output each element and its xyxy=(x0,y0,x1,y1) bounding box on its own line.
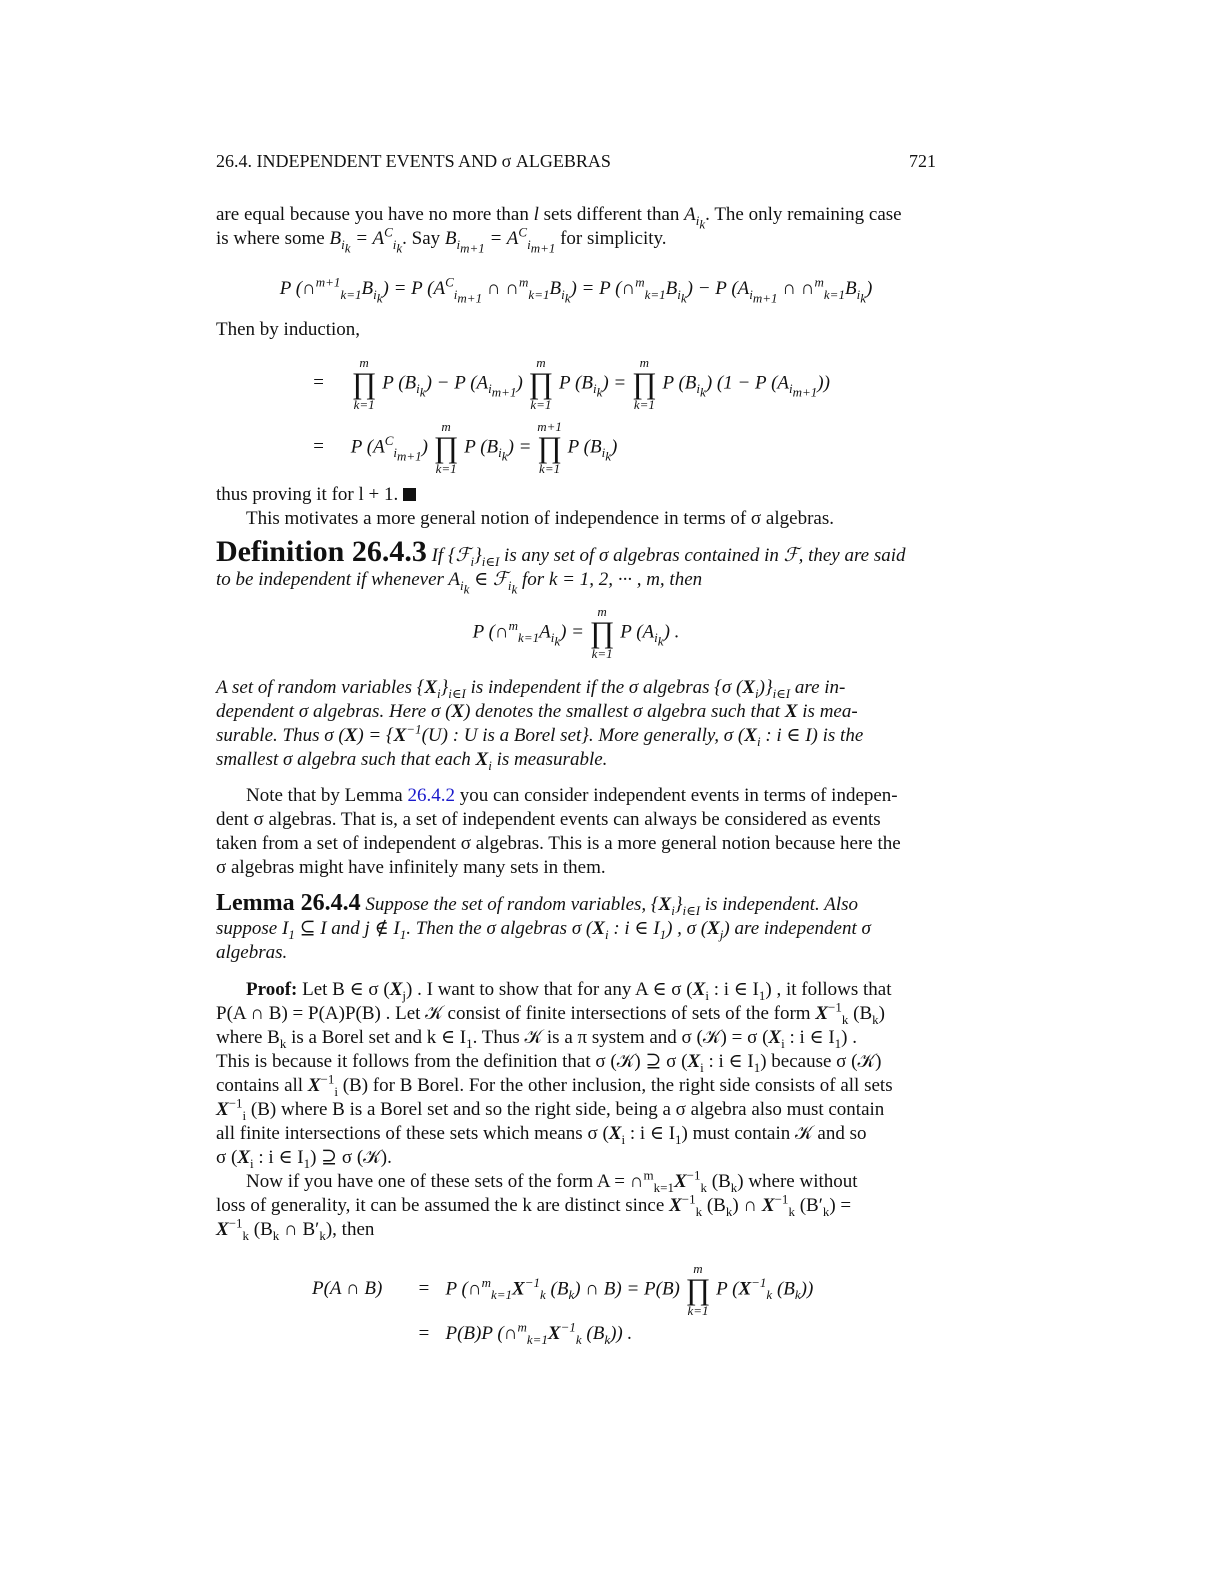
equation-product-row-2: = P $(A^C_{i_{m+1}})$ m ∏ k=1 P $(B_{i_k})$ = m+1 ∏ k=1 P $(B_{i_k})$ xyxy=(312,419,618,476)
running-header xyxy=(216,149,936,173)
motivates-line: This motivates a more general notion of independence in terms of σ algebras. xyxy=(246,508,834,529)
lemma-title: Lemma 26.4.4 xyxy=(216,890,361,916)
proof-label: Proof: xyxy=(246,979,298,1000)
page-number: 721 xyxy=(909,151,936,171)
equation-final-row-1: P(A ∩ B) = P ($\cap^m_{k=1}X^{-1}_k$ $(B_k)$ ∩ B) = P(B) m ∏ k=1 P ($X^{-1}_k$ $(B_k)$) xyxy=(312,1261,814,1318)
definition-26-4-3: Definition 26.4.3 If $\{ℱ_i\}_{i\in I}$ is any set of σ algebras contained in ℱ, they are said to be independent if whenever $A_{i_k}$ ∈ ℱ$_{i_k}$ for k = 1, 2, ··· , m, then xyxy=(216,535,906,597)
equation-induction-step: P $(\cap^{m+1}_{k=1}B_{i_k}) = P$ ($A^C_{i_{m+1}}$ ∩ $\cap^m_{k=1}B_{i_k}) = P$ $(\cap^m_{k=1}B_{i_k}) - P$ ($A_{i_{m+1}}$ ∩ $\cap^m_{k=1}B_{i_k}$) xyxy=(279,274,873,306)
lemma-26-4-2-link[interactable]: 26.4.2 xyxy=(407,785,455,806)
equation-product-row-1: = m ∏ k=1 P $(B_{i_k}) - P$ $(A_{i_{m+1}})$ m ∏ k=1 P $(B_{i_k})$ = m ∏ k=1 P $(B_{i_k}) (1 - P$ $(A_{i_{m+1}})$) xyxy=(312,355,830,412)
equation-definition: P $(\cap^m_{k=1}A_{i_k})$ = m ∏ k=1 P $(A_{i_k})$ . xyxy=(472,604,680,661)
qed-square-icon xyxy=(403,488,416,501)
then-by-induction: Then by induction, xyxy=(216,319,361,340)
intro-paragraph: are equal because you have no more than l sets different than $A_{i_k}$. The only remaining case is where some $B_{i_k} = A^C_{i_k}$. Say $B_{i_{m+1}} = A^C_{i_{m+1}}$ for simplicity. xyxy=(216,204,902,256)
definition-title: Definition 26.4.3 xyxy=(216,535,427,568)
note-paragraph: Note that by Lemma 26.4.2 you can consider independent events in terms of indepen- dent σ algebras. That is, a set of independent events can always be considered as events taken from a set of independent σ algebras. This is a more general notion because here the σ algebras might have infinitely many sets in them. xyxy=(216,785,901,878)
equation-final-row-2: = P(B)P ($\cap^m_{k=1}X^{-1}_k$ $(B_k)$) . xyxy=(417,1319,633,1347)
proof-paragraph: Proof: Let B ∈ σ $(X_j)$ . I want to show that for any A ∈ σ ($X_i$ : i ∈ $I_1$) , it follows that P(A ∩ B) = P(A)P(B) . Let 𝒦 consist of finite intersections of sets of the form $X^{-1}_k$ $(B_k)$ where $B_k$ is a Borel set and k ∈ $I_1$. Thus 𝒦 is a π system and σ (𝒦) = σ ($X_i$ : i ∈ $I_1$) . This is because it follows from the definition that σ (𝒦) ⊇ σ ($X_i$ : i ∈ $I_1$) because σ (𝒦) contains all $X^{-1}_i$ (B) for B Borel. For the other inclusion, the right side consists of all sets $X^{-1}_i$ (B) where B is a Borel set and so the right side, being a σ algebra also must contain all finite intersections of these sets which means σ ($X_i$ : i ∈ $I_1$) must contain 𝒦 and so σ ($X_i$ : i ∈ $I_1$) ⊇ σ (𝒦). Now if you have one of these sets of the form $A = \cap^m_{k=1}X^{-1}_k$ $(B_k)$ where without loss of generality, it can be assumed the k are distinct since $X^{-1}_k$ $(B_k)$ ∩ $X^{-1}_k$ $(B'_k)$ = $X^{-1}_k$ ($B_k$ ∩ $B'_k$), then xyxy=(216,979,893,1243)
thus-proving-line: thus proving it for l + 1. xyxy=(216,483,936,507)
random-variables-paragraph: A set of random variables $\{X_i\}_{i\in I}$ is independent if the σ algebras {σ $(X_i)\}_{i\in I}$ are in- dependent σ algebras. Here σ (X) denotes the smallest σ algebra such that X is mea- surable. Thus σ $(X) = \{X^{-1}(U)$ : U is a Borel set}. More generally, σ ($X_i$ : i ∈ I) is the smallest σ algebra such that each $X_i$ is measurable. xyxy=(216,677,864,773)
lemma-26-4-4: Lemma 26.4.4 Suppose the set of random variables, $\{X_i\}_{i\in I}$ is independent. Also suppose $I_1$ ⊆ I and j ∉ $I_1$. Then the σ algebras σ ($X_i$ : i ∈ $I_1$) , σ $(X_j)$ are independent σ algebras. xyxy=(216,890,871,963)
header-title: 26.4. INDEPENDENT EVENTS AND σ ALGEBRAS xyxy=(216,151,611,171)
